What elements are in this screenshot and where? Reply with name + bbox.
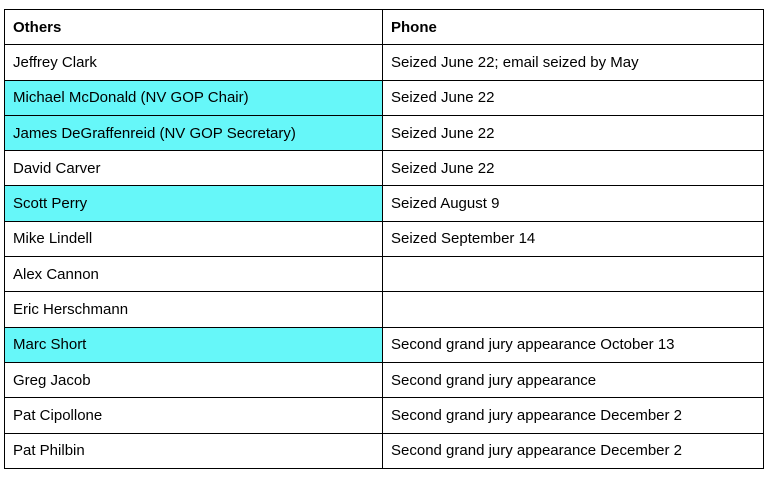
header-row xyxy=(5,10,764,45)
table-row xyxy=(5,45,764,80)
cell-phone: Second grand jury appearance xyxy=(383,362,764,397)
table-row xyxy=(5,80,764,115)
table-row xyxy=(5,327,764,362)
cell-name: Scott Perry xyxy=(5,186,383,221)
table-body xyxy=(5,45,764,469)
cell-phone xyxy=(383,257,764,292)
table-row xyxy=(5,362,764,397)
cell-name: Michael McDonald (NV GOP Chair) xyxy=(5,80,383,115)
cell-phone: Second grand jury appearance October 13 xyxy=(383,327,764,362)
cell-name: David Carver xyxy=(5,151,383,186)
cell-phone: Seized June 22 xyxy=(383,151,764,186)
table-row xyxy=(5,433,764,468)
cell-phone: Seized August 9 xyxy=(383,186,764,221)
header-phone: Phone xyxy=(383,10,764,45)
cell-phone: Seized September 14 xyxy=(383,221,764,256)
cell-phone: Seized June 22; email seized by May xyxy=(383,45,764,80)
table-row xyxy=(5,292,764,327)
table-row xyxy=(5,186,764,221)
cell-name: Greg Jacob xyxy=(5,362,383,397)
cell-name: Mike Lindell xyxy=(5,221,383,256)
table-row xyxy=(5,151,764,186)
cell-name: Alex Cannon xyxy=(5,257,383,292)
table-row xyxy=(5,257,764,292)
cell-phone: Second grand jury appearance December 2 xyxy=(383,398,764,433)
document-sheet xyxy=(4,9,763,469)
cell-phone: Seized June 22 xyxy=(383,80,764,115)
cell-name: James DeGraffenreid (NV GOP Secretary) xyxy=(5,115,383,150)
others-phone-table xyxy=(4,9,764,469)
table-row xyxy=(5,398,764,433)
cell-phone: Second grand jury appearance December 2 xyxy=(383,433,764,468)
table-row xyxy=(5,115,764,150)
cell-name: Jeffrey Clark xyxy=(5,45,383,80)
cell-name: Marc Short xyxy=(5,327,383,362)
cell-phone: Seized June 22 xyxy=(383,115,764,150)
header-others: Others xyxy=(5,10,383,45)
cell-name: Pat Philbin xyxy=(5,433,383,468)
cell-phone xyxy=(383,292,764,327)
cell-name: Eric Herschmann xyxy=(5,292,383,327)
table-row xyxy=(5,221,764,256)
cell-name: Pat Cipollone xyxy=(5,398,383,433)
